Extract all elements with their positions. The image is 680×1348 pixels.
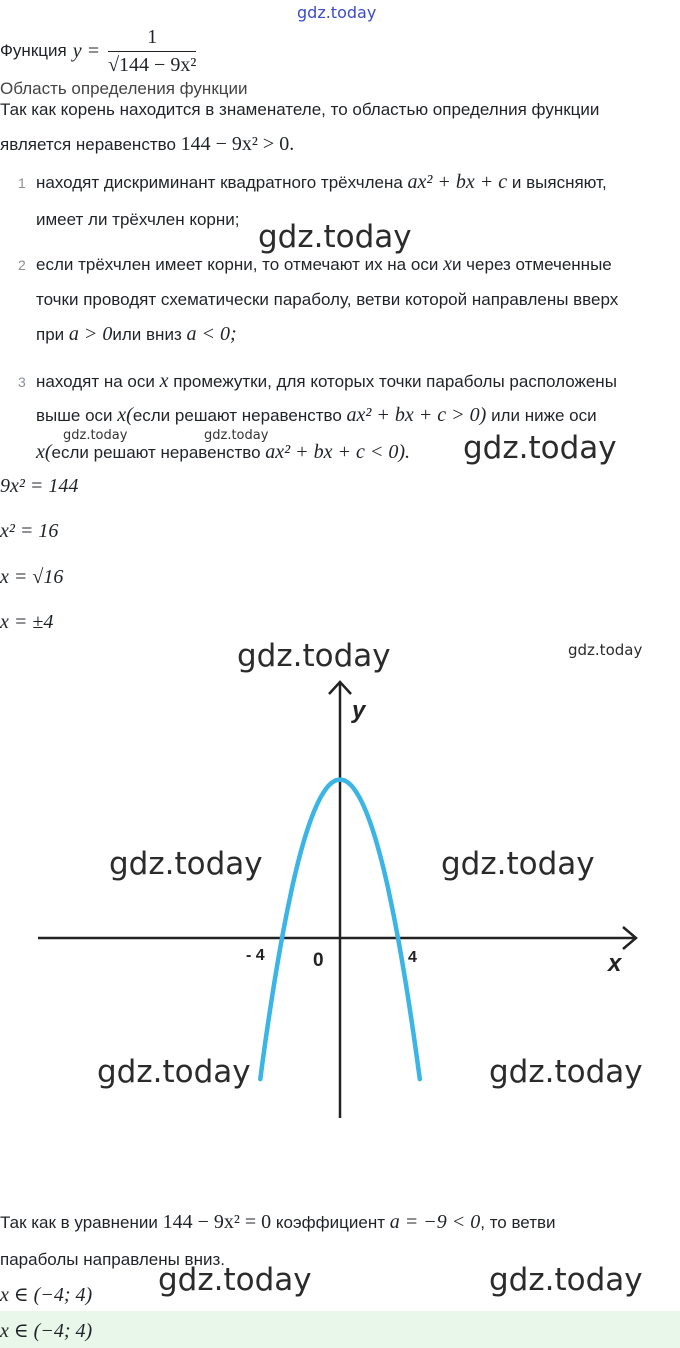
step-2-line-3: при a > 0или вниз a < 0; [36, 323, 237, 345]
cut-off-text: Область определения функции [0, 79, 248, 98]
right-root-label: 4 [408, 949, 417, 966]
left-root-label: - 4 [246, 947, 265, 964]
equation-3: x = √16 [0, 566, 64, 588]
equation-2: x² = 16 [0, 520, 59, 542]
watermark-6: gdz.today [441, 846, 595, 882]
watermark-small-2: gdz.today [204, 428, 269, 443]
step-3-line-2: выше оси x(если решают неравенство ax² + bx + c > 0) или ниже оси [36, 404, 597, 426]
step-number-1: 1 [18, 175, 26, 191]
watermark-7: gdz.today [97, 1054, 251, 1090]
watermark-10: gdz.today [489, 1262, 643, 1298]
equation-4: x = ±4 [0, 611, 54, 633]
step-2-line-2: точки проводят схематически параболу, ветви которой направлены вверх [36, 290, 619, 309]
step-2-line-1: если трёхчлен имеет корни, то отмечают их на оси xи через отмеченные [36, 253, 612, 275]
step-number-3: 3 [18, 374, 26, 390]
fraction-denominator: √144 − 9x² [108, 51, 196, 77]
answer-highlight [0, 1311, 680, 1348]
conclusion-line-2: параболы направлены вниз. [0, 1250, 225, 1269]
answer-text: x ∈ (−4; 4) [0, 1320, 93, 1342]
watermark-8: gdz.today [489, 1054, 643, 1090]
intro-inequality: 144 − 9x² > 0. [180, 133, 295, 155]
fraction-numerator: 1 [147, 25, 158, 48]
y-axis-label: y [352, 697, 366, 724]
conclusion-line-1: Так как в уравнении 144 − 9x² = 0 коэффициент a = −9 < 0, то ветви [0, 1211, 556, 1233]
step-number-2: 2 [18, 257, 26, 273]
equation-1: 9x² = 144 [0, 475, 79, 497]
watermark-small-1: gdz.today [63, 428, 128, 443]
watermark-1: gdz.today [258, 219, 412, 255]
watermark-9: gdz.today [158, 1262, 312, 1298]
function-lhs: y = [72, 39, 101, 62]
conclusion-interval: x ∈ (−4; 4) [0, 1284, 93, 1306]
intro-line-1: Так как корень находится в знаменателе, то областью определния функции [0, 100, 600, 119]
step-1-line-2: имеет ли трёхчлен корни; [36, 210, 240, 229]
function-prefix: Функция [0, 41, 67, 60]
step-3-line-1: находят на оси x промежутки, для которых точки параболы расположены [36, 370, 617, 392]
step-3-line-3: x(если решают неравенство ax² + bx + c < 0). [36, 441, 411, 463]
intro-line-2: является неравенство 144 − 9x² > 0. [0, 133, 295, 155]
watermark-2: gdz.today [463, 430, 617, 466]
header-watermark: gdz.today [297, 3, 377, 22]
watermark-5: gdz.today [109, 846, 263, 882]
origin-label: 0 [313, 950, 324, 971]
step-1-line-1: находят дискриминант квадратного трёхчлена ax² + bx + c и выясняют, [36, 171, 607, 193]
x-axis-label: x [608, 950, 622, 977]
watermark-4: gdz.today [568, 641, 643, 659]
watermark-3: gdz.today [237, 638, 391, 674]
